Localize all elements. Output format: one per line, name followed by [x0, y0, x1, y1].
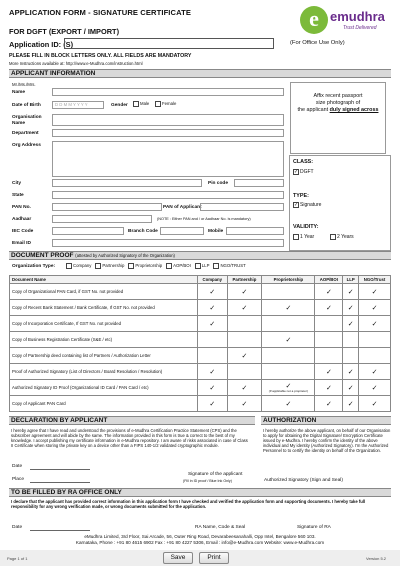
requirement-cell: ✓ — [359, 284, 391, 300]
requirement-cell: ✓ (If applicable not a proprietor) — [262, 380, 315, 396]
org-address-label: Org Address — [12, 143, 41, 148]
requirement-cell: ✓ — [359, 300, 391, 316]
requirement-cell: ✓ — [359, 380, 391, 396]
state-field[interactable] — [52, 191, 284, 199]
table-row — [10, 380, 391, 396]
city-field[interactable] — [52, 179, 202, 187]
version-label: Version 5.2 — [366, 556, 387, 561]
save-button[interactable]: Save — [163, 552, 193, 564]
requirement-cell: ✓ — [359, 316, 391, 332]
authorization-text: I hereby authorize the above applicant, on behalf of our Organisation to apply for obtaining the Digital Signature/ Encryption Certificate issued by e-Mudhra. I hereby confirm the identity of the above individual and My identity (Authorized Signatory). I'm the Authorized Personnel to to certify the identity on behalf of the Organization. — [263, 428, 391, 453]
validity-label: VALIDITY: — [293, 224, 319, 230]
instructions-note: More Instructions available at: http://www.e-Mudhra.com/instruction.html — [9, 61, 143, 66]
requirement-cell — [227, 364, 262, 380]
requirement-cell — [262, 284, 315, 300]
validity-2yr-option[interactable] — [330, 234, 354, 240]
aadhaar-label: Aadhaar — [12, 217, 32, 222]
form-title: APPLICATION FORM - SIGNATURE CERTIFICATE — [9, 8, 192, 17]
requirement-cell: ✓ — [343, 380, 359, 396]
document-table-wrap — [9, 275, 391, 412]
page-number: Page 1 of 1 — [7, 556, 28, 561]
photo-line-3: the applicant duly signed across — [297, 107, 379, 113]
applicant-signature-label: Signature of the applicant — [188, 472, 243, 477]
table-row — [10, 348, 391, 364]
org-type-company[interactable] — [66, 263, 91, 269]
requirement-cell: ✓ — [227, 380, 262, 396]
requirement-cell: ✓ — [315, 364, 343, 380]
authorization-header: AUTHORIZATION — [261, 416, 391, 425]
org-type-aop-label: AOP/BOI — [173, 263, 191, 269]
requirement-cell — [262, 316, 315, 332]
ra-declaration-text: I declare that the applicant has provided correct information in this application form I have checked and verified the application form and supporting documents. I hereby take full responsibility for any wrong verification made, or wrong documents submitted for the application. — [11, 499, 366, 509]
table-row — [10, 284, 391, 300]
iec-code-label: IEC Code — [12, 229, 34, 234]
print-button[interactable]: Print — [199, 552, 229, 564]
requirement-cell: ✓ — [343, 364, 359, 380]
requirement-cell — [359, 332, 391, 348]
requirement-cell — [262, 364, 315, 380]
branch-code-field[interactable] — [160, 227, 204, 235]
pan-applicant-label: PAN of Applicant — [163, 205, 202, 210]
pin-code-field[interactable] — [234, 179, 284, 187]
proprietorship-note: (If applicable not a proprietor) — [268, 389, 308, 393]
org-type-ngo[interactable] — [213, 263, 245, 269]
photo-line-2: size photograph of — [315, 100, 361, 106]
document-proof-header — [9, 251, 391, 260]
requirement-cell: ✓ — [198, 316, 228, 332]
requirement-cell — [227, 316, 262, 332]
document-name-cell: Proof of Authorized Signatory (List of Directors / Board Resolution / Resolution) — [10, 364, 198, 380]
class-panel — [289, 155, 391, 251]
col-ngo: NGO/Trust — [359, 276, 391, 284]
document-name-cell: Copy of Applicant PAN Card — [10, 396, 198, 412]
org-type-aop-checkbox[interactable] — [166, 263, 172, 269]
requirement-cell: ✓ — [315, 284, 343, 300]
male-label: Male — [140, 101, 150, 107]
org-type-options — [66, 263, 246, 269]
requirement-cell: ✓ — [198, 364, 228, 380]
validity-1yr-label: 1 Year — [300, 234, 315, 241]
ra-office-header: TO BE FILLED BY RA OFFICE ONLY — [9, 488, 391, 497]
table-row — [10, 396, 391, 412]
mobile-field[interactable] — [226, 227, 284, 235]
requirement-cell: ✓ — [227, 284, 262, 300]
dob-field[interactable]: D D M M Y Y Y Y — [52, 101, 104, 109]
col-proprietorship: Proprietorship — [262, 276, 315, 284]
org-type-label: Organization Type: — [12, 264, 56, 269]
requirement-cell: ✓ — [227, 396, 262, 412]
requirement-cell: ✓ — [343, 284, 359, 300]
department-field[interactable] — [52, 129, 284, 137]
logo-tagline: Trust Delivered — [343, 25, 377, 31]
org-type-proprietorship-label: Proprietorship — [135, 263, 163, 269]
requirement-cell: ✓ — [343, 396, 359, 412]
email-field[interactable] — [52, 239, 284, 247]
class-dgft-option[interactable] — [293, 169, 314, 175]
requirement-cell — [198, 332, 228, 348]
photo-box[interactable] — [290, 82, 386, 154]
requirement-cell: ✓ — [262, 300, 315, 316]
org-type-partnership[interactable] — [95, 263, 124, 269]
gender-male-option[interactable] — [133, 101, 149, 107]
application-id-field[interactable] — [64, 38, 274, 49]
org-type-llp-label: LLP — [201, 263, 210, 269]
type-label: TYPE: — [293, 193, 309, 199]
org-type-company-label: Company — [73, 263, 92, 269]
requirement-cell: ✓ — [343, 300, 359, 316]
validity-1yr-checkbox[interactable] — [293, 234, 299, 240]
city-label: City — [12, 181, 22, 186]
document-table — [9, 275, 391, 412]
emudhra-logo — [300, 6, 396, 36]
requirement-cell: ✓ — [198, 380, 228, 396]
requirement-cell — [343, 348, 359, 364]
col-llp: LLP — [343, 276, 359, 284]
ra-date-field[interactable] — [30, 530, 90, 531]
state-label: State — [12, 193, 24, 198]
org-type-company-checkbox[interactable] — [66, 263, 72, 269]
name-field[interactable] — [52, 88, 284, 96]
org-name-field[interactable] — [52, 114, 284, 126]
document-name-cell: Copy of Incorporation Certificate, If GST No. not provided — [10, 316, 198, 332]
applicant-signature-note: (Fill in ID proof / Blue Ink Only) — [183, 479, 232, 483]
requirement-cell: ✓ — [343, 316, 359, 332]
iec-code-field[interactable] — [52, 227, 124, 235]
org-name-label: Organisation Name — [12, 115, 42, 126]
type-signature-label: Signature — [300, 202, 322, 209]
class-dgft-checkbox[interactable]: ✓ — [294, 169, 299, 175]
declaration-text: I hereby agree that I have read and understood the provisions of e-Mudhra Certification Practice Statement (CPS) and the subscriber agreement and will abide by the same. The information provided in this form is true & correct to the best of my knowledge. I accept publishing my certificate information in e-Mudhra repository. I am aware of risks associated in case of Class II Certificate when storing the private key on a device other than a FIPS 140-1/2 validated cryptographic module. — [11, 428, 248, 448]
table-row — [10, 300, 391, 316]
company-address-line-2: Karnataka, Phone : +91 80 4615 6902 Fax : +91 80 4227 5306, Email : info@e-Mudhra.com Website: www.e-Mudhra.com — [75, 540, 325, 545]
name-prefix-label: Mr./Ms./Mrs. — [12, 82, 36, 87]
table-row — [10, 332, 391, 348]
pan-no-field[interactable] — [52, 203, 162, 211]
company-address-line-1: eMudhra Limited, 3rd Floor, Sai Arcade, 56, Outer Ring Road, Devarabeesanahalli, Opp Intel, Bengalore 560 103. — [84, 534, 316, 539]
decl-place-label: Place — [12, 477, 24, 482]
requirement-cell: ✓ — [198, 284, 228, 300]
form-subtitle: FOR DGFT (EXPORT / IMPORT) — [9, 27, 120, 36]
decl-date-label: Date — [12, 464, 23, 469]
block-letters-note: PLEASE FILL IN BLOCK LETTERS ONLY. ALL FIELDS ARE MANDATORY — [9, 53, 192, 59]
type-signature-option[interactable] — [293, 202, 321, 208]
org-type-proprietorship[interactable] — [128, 263, 162, 269]
requirement-cell — [198, 348, 228, 364]
col-company: Company — [198, 276, 228, 284]
ra-name-label: RA Name, Code & Seal — [195, 525, 246, 530]
validity-1yr-option[interactable] — [293, 234, 314, 240]
requirement-cell — [315, 332, 343, 348]
aadhaar-note: (NOTE : Either PAN and / or Aadhaar No. is mandatory) — [157, 217, 251, 221]
gender-label: Gender — [111, 103, 128, 108]
document-proof-title: DOCUMENT PROOF — [11, 252, 74, 259]
authorized-signatory-label: Authorized Signatory (Sign and Seal) — [264, 478, 343, 483]
female-label: Female — [162, 101, 177, 107]
table-row — [10, 364, 391, 380]
table-row — [10, 316, 391, 332]
declaration-header: DECLARATION BY APPLICANT — [9, 416, 255, 425]
requirement-cell — [343, 332, 359, 348]
company-address — [9, 534, 391, 546]
pan-no-label: PAN No. — [12, 205, 31, 210]
document-table-header — [10, 276, 391, 284]
requirement-cell: ✓ — [359, 364, 391, 380]
document-name-cell: Copy of Organizational PAN Card, if GST No. not provided — [10, 284, 198, 300]
mobile-label: Mobile — [208, 229, 224, 234]
requirement-cell: ✓ — [227, 300, 262, 316]
pan-applicant-field[interactable] — [200, 203, 284, 211]
applicant-section-header: APPLICANT INFORMATION — [9, 69, 391, 78]
org-type-partnership-checkbox[interactable] — [95, 263, 101, 269]
document-name-cell: Authorized Signatory ID Proof (Organizational ID Card / PAN Card / etc) — [10, 380, 198, 396]
male-checkbox[interactable] — [133, 101, 139, 107]
decl-place-field[interactable] — [30, 482, 90, 483]
gender-female-option[interactable] — [155, 101, 176, 107]
validity-2yr-checkbox[interactable] — [330, 234, 336, 240]
office-use-note: (For Office Use Only) — [290, 40, 345, 46]
female-checkbox[interactable] — [155, 101, 161, 107]
dob-label: Date of Birth — [12, 103, 41, 108]
validity-2yr-label: 2 Years — [337, 234, 354, 241]
department-label: Department — [12, 131, 39, 136]
aadhaar-field[interactable] — [52, 215, 152, 223]
org-type-aop[interactable] — [166, 263, 191, 269]
application-id-label: Application ID: (S) — [9, 40, 74, 49]
document-proof-note: (attested by Authorized Signatory of the Organization) — [75, 253, 175, 258]
document-name-cell: Copy of Recent Bank Statement / Bank Certificate, If GST No. not provided — [10, 300, 198, 316]
photo-line-1: Affix recent passport — [313, 93, 363, 99]
col-aop: AOP/BOI — [315, 276, 343, 284]
class-dgft-label: DGFT — [300, 169, 314, 176]
photo-emphasis: duly signed across — [329, 107, 379, 113]
type-signature-checkbox[interactable]: ✓ — [294, 202, 299, 208]
org-type-ngo-checkbox[interactable] — [213, 263, 219, 269]
requirement-cell: ✓ — [262, 332, 315, 348]
document-name-cell: Copy of Partnership deed containing list of Partners / Authorization Letter — [10, 348, 198, 364]
requirement-cell — [315, 348, 343, 364]
ra-date-label: Date — [12, 525, 23, 530]
decl-date-field[interactable] — [30, 469, 90, 470]
requirement-cell — [262, 348, 315, 364]
branch-code-label: Branch Code — [128, 229, 158, 234]
requirement-cell — [315, 316, 343, 332]
org-address-field[interactable] — [52, 141, 284, 177]
ra-signature-label: Signature of RA — [297, 525, 331, 530]
requirement-cell — [227, 332, 262, 348]
pin-code-label: Pin code — [208, 181, 228, 186]
requirement-cell: ✓ — [198, 396, 228, 412]
requirement-cell: ✓ — [262, 396, 315, 412]
org-type-ngo-label: NGO/TRUST — [220, 263, 246, 269]
logo-text: emudhra — [330, 9, 385, 24]
requirement-cell: ✓ — [315, 380, 343, 396]
col-partnership: Partnership — [227, 276, 262, 284]
requirement-cell: ✓ — [227, 348, 262, 364]
org-type-partnership-label: Partnership — [102, 263, 125, 269]
col-document-name: Document Name — [10, 276, 198, 284]
requirement-cell — [359, 348, 391, 364]
org-type-llp[interactable] — [195, 263, 210, 269]
requirement-cell: ✓ — [315, 300, 343, 316]
class-label: CLASS: — [293, 159, 314, 165]
email-label: Email ID — [12, 241, 31, 246]
org-type-proprietorship-checkbox[interactable] — [128, 263, 134, 269]
name-label: Name — [12, 90, 26, 95]
document-name-cell: Copy of Business Registration Certificate (S&E / etc) — [10, 332, 198, 348]
requirement-cell: ✓ — [198, 300, 228, 316]
org-type-llp-checkbox[interactable] — [195, 263, 201, 269]
requirement-cell: ✓ — [315, 396, 343, 412]
logo-e-icon: e — [300, 6, 328, 34]
requirement-cell: ✓ — [359, 396, 391, 412]
